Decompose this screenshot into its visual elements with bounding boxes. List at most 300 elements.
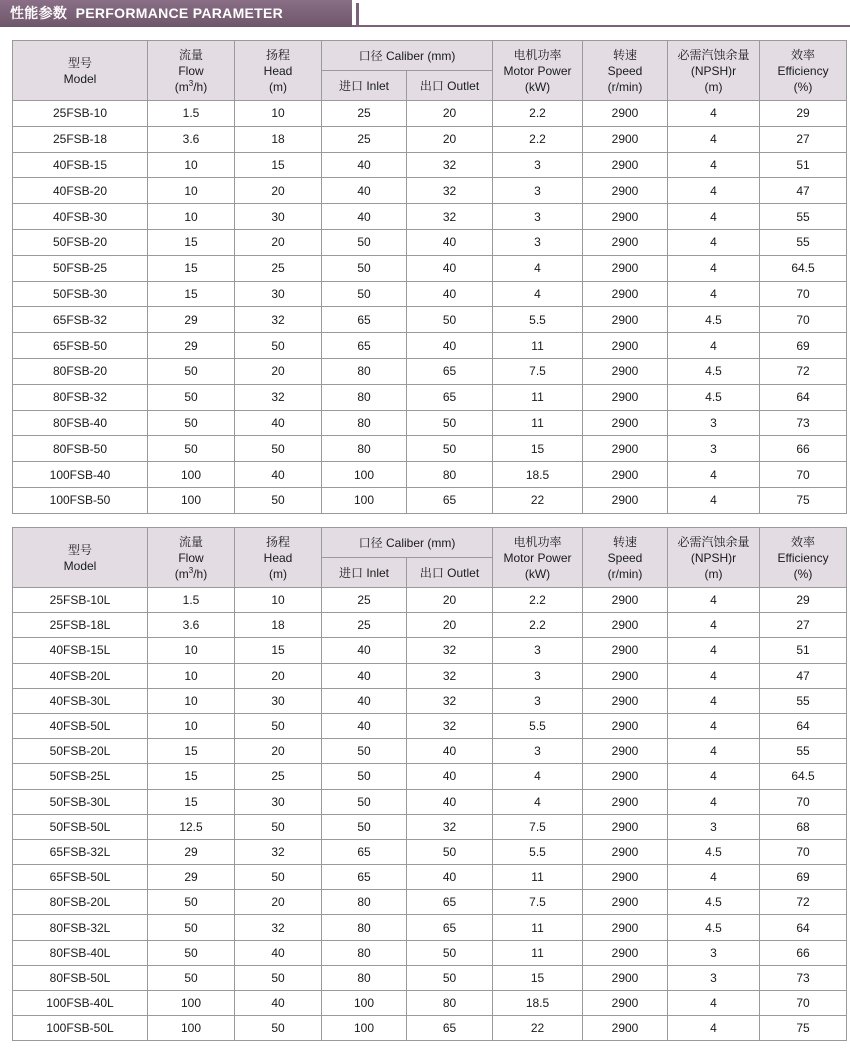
cell-inlet: 40 <box>322 713 407 738</box>
cell-model: 40FSB-20L <box>13 663 148 688</box>
cell-head: 50 <box>235 713 322 738</box>
cell-npsh: 4.5 <box>668 839 760 864</box>
cell-efficiency: 70 <box>760 281 847 307</box>
cell-speed: 2900 <box>583 307 668 333</box>
cell-head: 50 <box>235 865 322 890</box>
cell-head: 32 <box>235 384 322 410</box>
cell-outlet: 65 <box>407 915 493 940</box>
cell-flow: 10 <box>148 713 235 738</box>
cell-efficiency: 75 <box>760 487 847 513</box>
cell-motor-power: 3 <box>493 688 583 713</box>
cell-motor-power: 4 <box>493 764 583 789</box>
cell-inlet: 40 <box>322 152 407 178</box>
cell-inlet: 40 <box>322 638 407 663</box>
cell-inlet: 50 <box>322 789 407 814</box>
cell-flow: 50 <box>148 358 235 384</box>
cell-inlet: 25 <box>322 101 407 127</box>
cell-model: 65FSB-32 <box>13 307 148 333</box>
table-row <box>13 307 847 333</box>
cell-model: 25FSB-18L <box>13 613 148 638</box>
cell-model: 40FSB-15 <box>13 152 148 178</box>
cell-model: 100FSB-40L <box>13 991 148 1016</box>
cell-outlet: 40 <box>407 739 493 764</box>
cell-speed: 2900 <box>583 688 668 713</box>
cell-efficiency: 51 <box>760 152 847 178</box>
cell-flow: 10 <box>148 178 235 204</box>
cell-outlet: 32 <box>407 204 493 230</box>
cell-motor-power: 3 <box>493 663 583 688</box>
cell-efficiency: 47 <box>760 663 847 688</box>
cell-model: 50FSB-30L <box>13 789 148 814</box>
cell-head: 30 <box>235 281 322 307</box>
cell-model: 50FSB-20L <box>13 739 148 764</box>
cell-head: 50 <box>235 436 322 462</box>
cell-motor-power: 11 <box>493 915 583 940</box>
cell-outlet: 32 <box>407 663 493 688</box>
cell-flow: 29 <box>148 333 235 359</box>
cell-inlet: 25 <box>322 613 407 638</box>
cell-motor-power: 2.2 <box>493 588 583 613</box>
cell-inlet: 40 <box>322 204 407 230</box>
cell-efficiency: 66 <box>760 436 847 462</box>
cell-speed: 2900 <box>583 410 668 436</box>
header-inlet: 进口 Inlet <box>322 71 407 101</box>
cell-outlet: 40 <box>407 255 493 281</box>
table-row <box>13 915 847 940</box>
cell-outlet: 65 <box>407 487 493 513</box>
cell-motor-power: 22 <box>493 1016 583 1041</box>
cell-npsh: 4 <box>668 991 760 1016</box>
cell-head: 32 <box>235 839 322 864</box>
cell-npsh: 4 <box>668 487 760 513</box>
header-inlet: 进口 Inlet <box>322 558 407 588</box>
cell-flow: 50 <box>148 915 235 940</box>
cell-efficiency: 64.5 <box>760 764 847 789</box>
cell-model: 40FSB-50L <box>13 713 148 738</box>
cell-flow: 29 <box>148 307 235 333</box>
cell-head: 40 <box>235 991 322 1016</box>
table-row <box>13 229 847 255</box>
cell-speed: 2900 <box>583 764 668 789</box>
cell-speed: 2900 <box>583 255 668 281</box>
cell-speed: 2900 <box>583 462 668 488</box>
table-row <box>13 436 847 462</box>
cell-motor-power: 15 <box>493 436 583 462</box>
cell-efficiency: 55 <box>760 204 847 230</box>
cell-inlet: 50 <box>322 814 407 839</box>
cell-efficiency: 73 <box>760 965 847 990</box>
cell-npsh: 4 <box>668 713 760 738</box>
cell-model: 40FSB-30 <box>13 204 148 230</box>
cell-inlet: 40 <box>322 663 407 688</box>
cell-motor-power: 3 <box>493 739 583 764</box>
cell-npsh: 4 <box>668 178 760 204</box>
cell-head: 40 <box>235 940 322 965</box>
cell-motor-power: 15 <box>493 965 583 990</box>
cell-efficiency: 73 <box>760 410 847 436</box>
table-row <box>13 358 847 384</box>
table-row <box>13 940 847 965</box>
table-row <box>13 739 847 764</box>
cell-head: 10 <box>235 588 322 613</box>
cell-flow: 3.6 <box>148 613 235 638</box>
header-model: 型号 Model <box>13 41 148 101</box>
cell-efficiency: 70 <box>760 839 847 864</box>
cell-flow: 10 <box>148 152 235 178</box>
cell-npsh: 4 <box>668 739 760 764</box>
table-row <box>13 839 847 864</box>
cell-speed: 2900 <box>583 890 668 915</box>
cell-efficiency: 47 <box>760 178 847 204</box>
cell-motor-power: 3 <box>493 152 583 178</box>
cell-npsh: 4 <box>668 588 760 613</box>
cell-flow: 29 <box>148 839 235 864</box>
cell-flow: 15 <box>148 229 235 255</box>
cell-flow: 15 <box>148 789 235 814</box>
cell-npsh: 4.5 <box>668 915 760 940</box>
cell-motor-power: 18.5 <box>493 991 583 1016</box>
cell-npsh: 4.5 <box>668 358 760 384</box>
table-row <box>13 281 847 307</box>
section-title <box>0 0 352 27</box>
header-motor-power: 电机功率 Motor Power (kW) <box>493 528 583 588</box>
cell-inlet: 25 <box>322 588 407 613</box>
cell-npsh: 3 <box>668 814 760 839</box>
cell-efficiency: 70 <box>760 307 847 333</box>
cell-head: 40 <box>235 410 322 436</box>
cell-model: 40FSB-30L <box>13 688 148 713</box>
title-rule <box>352 0 850 27</box>
cell-efficiency: 68 <box>760 814 847 839</box>
cell-model: 50FSB-25 <box>13 255 148 281</box>
cell-npsh: 4 <box>668 462 760 488</box>
cell-inlet: 65 <box>322 333 407 359</box>
cell-inlet: 80 <box>322 358 407 384</box>
cell-efficiency: 55 <box>760 229 847 255</box>
cell-npsh: 4.5 <box>668 384 760 410</box>
cell-inlet: 50 <box>322 739 407 764</box>
cell-npsh: 4 <box>668 865 760 890</box>
cell-head: 18 <box>235 126 322 152</box>
cell-outlet: 65 <box>407 1016 493 1041</box>
cell-speed: 2900 <box>583 588 668 613</box>
cell-speed: 2900 <box>583 839 668 864</box>
cell-flow: 50 <box>148 940 235 965</box>
cell-speed: 2900 <box>583 638 668 663</box>
cell-npsh: 4 <box>668 126 760 152</box>
cell-speed: 2900 <box>583 940 668 965</box>
table-row <box>13 663 847 688</box>
cell-inlet: 40 <box>322 178 407 204</box>
cell-outlet: 40 <box>407 865 493 890</box>
cell-npsh: 4.5 <box>668 890 760 915</box>
cell-npsh: 4 <box>668 764 760 789</box>
cell-head: 32 <box>235 915 322 940</box>
cell-motor-power: 4 <box>493 255 583 281</box>
cell-outlet: 20 <box>407 126 493 152</box>
cell-efficiency: 70 <box>760 991 847 1016</box>
cell-flow: 100 <box>148 462 235 488</box>
header-caliber: 口径 Caliber (mm) <box>322 528 493 558</box>
cell-flow: 50 <box>148 384 235 410</box>
cell-speed: 2900 <box>583 663 668 688</box>
cell-efficiency: 64.5 <box>760 255 847 281</box>
cell-head: 18 <box>235 613 322 638</box>
cell-flow: 100 <box>148 1016 235 1041</box>
cell-speed: 2900 <box>583 178 668 204</box>
table-row <box>13 462 847 488</box>
cell-flow: 10 <box>148 688 235 713</box>
cell-motor-power: 7.5 <box>493 358 583 384</box>
cell-efficiency: 55 <box>760 739 847 764</box>
cell-efficiency: 51 <box>760 638 847 663</box>
cell-speed: 2900 <box>583 101 668 127</box>
cell-model: 25FSB-10 <box>13 101 148 127</box>
cell-head: 30 <box>235 789 322 814</box>
cell-flow: 29 <box>148 865 235 890</box>
header-head: 扬程 Head (m) <box>235 528 322 588</box>
cell-outlet: 32 <box>407 152 493 178</box>
cell-head: 20 <box>235 890 322 915</box>
cell-flow: 50 <box>148 890 235 915</box>
table-body-l-series <box>13 588 847 1041</box>
table-row <box>13 152 847 178</box>
cell-flow: 15 <box>148 739 235 764</box>
cell-speed: 2900 <box>583 487 668 513</box>
cell-head: 10 <box>235 101 322 127</box>
cell-model: 25FSB-10L <box>13 588 148 613</box>
cell-motor-power: 4 <box>493 281 583 307</box>
cell-npsh: 3 <box>668 436 760 462</box>
cell-speed: 2900 <box>583 965 668 990</box>
cell-outlet: 40 <box>407 333 493 359</box>
cell-outlet: 50 <box>407 410 493 436</box>
table-row <box>13 410 847 436</box>
cell-speed: 2900 <box>583 384 668 410</box>
cell-inlet: 80 <box>322 965 407 990</box>
cell-efficiency: 69 <box>760 333 847 359</box>
cell-speed: 2900 <box>583 152 668 178</box>
cell-inlet: 80 <box>322 410 407 436</box>
cell-inlet: 50 <box>322 281 407 307</box>
cell-head: 20 <box>235 358 322 384</box>
header-model: 型号 Model <box>13 528 148 588</box>
cell-model: 50FSB-25L <box>13 764 148 789</box>
table-row <box>13 384 847 410</box>
cell-speed: 2900 <box>583 1016 668 1041</box>
cell-npsh: 4 <box>668 255 760 281</box>
cell-speed: 2900 <box>583 991 668 1016</box>
table-row <box>13 688 847 713</box>
table-row <box>13 814 847 839</box>
cell-flow: 1.5 <box>148 101 235 127</box>
cell-motor-power: 3 <box>493 178 583 204</box>
cell-head: 25 <box>235 764 322 789</box>
cell-speed: 2900 <box>583 333 668 359</box>
table-row <box>13 613 847 638</box>
cell-outlet: 32 <box>407 713 493 738</box>
cell-model: 80FSB-40L <box>13 940 148 965</box>
cell-inlet: 100 <box>322 462 407 488</box>
table-row <box>13 101 847 127</box>
cell-efficiency: 55 <box>760 688 847 713</box>
table-row <box>13 991 847 1016</box>
cell-head: 20 <box>235 178 322 204</box>
cell-speed: 2900 <box>583 713 668 738</box>
section-title-cn: 性能参数 <box>10 5 68 21</box>
cell-motor-power: 2.2 <box>493 126 583 152</box>
cell-model: 50FSB-20 <box>13 229 148 255</box>
cell-motor-power: 18.5 <box>493 462 583 488</box>
header-efficiency: 效率 Efficiency (%) <box>760 41 847 101</box>
cell-head: 50 <box>235 1016 322 1041</box>
cell-npsh: 3 <box>668 940 760 965</box>
section-title-en: PERFORMANCE PARAMETER <box>75 5 284 21</box>
table-row <box>13 865 847 890</box>
cell-motor-power: 2.2 <box>493 613 583 638</box>
cell-model: 50FSB-30 <box>13 281 148 307</box>
cell-inlet: 50 <box>322 764 407 789</box>
header-npsh: 必需汽蚀余量 (NPSH)r (m) <box>668 41 760 101</box>
table-body-standard <box>13 101 847 514</box>
cell-outlet: 65 <box>407 358 493 384</box>
cell-outlet: 40 <box>407 764 493 789</box>
cell-npsh: 4 <box>668 613 760 638</box>
table-row <box>13 713 847 738</box>
cell-head: 30 <box>235 204 322 230</box>
cell-head: 50 <box>235 814 322 839</box>
cell-speed: 2900 <box>583 789 668 814</box>
table-row <box>13 178 847 204</box>
cell-flow: 100 <box>148 487 235 513</box>
cell-head: 15 <box>235 152 322 178</box>
cell-npsh: 4 <box>668 333 760 359</box>
cell-speed: 2900 <box>583 915 668 940</box>
cell-efficiency: 72 <box>760 358 847 384</box>
cell-head: 50 <box>235 487 322 513</box>
cell-speed: 2900 <box>583 739 668 764</box>
cell-head: 25 <box>235 255 322 281</box>
header-efficiency: 效率 Efficiency (%) <box>760 528 847 588</box>
cell-model: 80FSB-32L <box>13 915 148 940</box>
cell-motor-power: 11 <box>493 384 583 410</box>
cell-efficiency: 75 <box>760 1016 847 1041</box>
table-row <box>13 255 847 281</box>
header-outlet: 出口 Outlet <box>407 71 493 101</box>
cell-motor-power: 3 <box>493 638 583 663</box>
cell-inlet: 80 <box>322 940 407 965</box>
cell-motor-power: 22 <box>493 487 583 513</box>
cell-npsh: 4 <box>668 229 760 255</box>
cell-outlet: 50 <box>407 839 493 864</box>
cell-efficiency: 29 <box>760 588 847 613</box>
table-row <box>13 638 847 663</box>
table-row <box>13 965 847 990</box>
cell-npsh: 4 <box>668 204 760 230</box>
cell-npsh: 3 <box>668 965 760 990</box>
cell-npsh: 4 <box>668 789 760 814</box>
cell-model: 100FSB-50 <box>13 487 148 513</box>
cell-motor-power: 7.5 <box>493 890 583 915</box>
cell-efficiency: 64 <box>760 384 847 410</box>
cell-head: 15 <box>235 638 322 663</box>
cell-efficiency: 70 <box>760 462 847 488</box>
cell-outlet: 50 <box>407 940 493 965</box>
cell-efficiency: 27 <box>760 126 847 152</box>
cell-head: 50 <box>235 965 322 990</box>
cell-npsh: 4 <box>668 688 760 713</box>
cell-model: 40FSB-20 <box>13 178 148 204</box>
cell-outlet: 65 <box>407 890 493 915</box>
cell-motor-power: 5.5 <box>493 713 583 738</box>
table-row <box>13 764 847 789</box>
cell-inlet: 50 <box>322 229 407 255</box>
cell-flow: 10 <box>148 638 235 663</box>
cell-inlet: 50 <box>322 255 407 281</box>
cell-head: 30 <box>235 688 322 713</box>
table-row <box>13 333 847 359</box>
header-motor-power: 电机功率 Motor Power (kW) <box>493 41 583 101</box>
cell-flow: 12.5 <box>148 814 235 839</box>
cell-efficiency: 69 <box>760 865 847 890</box>
cell-head: 20 <box>235 663 322 688</box>
cell-speed: 2900 <box>583 204 668 230</box>
cell-flow: 15 <box>148 281 235 307</box>
cell-npsh: 4 <box>668 1016 760 1041</box>
table-row <box>13 588 847 613</box>
cell-outlet: 50 <box>407 436 493 462</box>
cell-motor-power: 11 <box>493 333 583 359</box>
header-speed: 转速 Speed (r/min) <box>583 528 668 588</box>
cell-outlet: 40 <box>407 229 493 255</box>
performance-table-l-series <box>12 527 847 1041</box>
cell-motor-power: 11 <box>493 865 583 890</box>
cell-npsh: 4 <box>668 281 760 307</box>
cell-outlet: 80 <box>407 991 493 1016</box>
table-row <box>13 126 847 152</box>
cell-inlet: 80 <box>322 436 407 462</box>
cell-outlet: 32 <box>407 638 493 663</box>
cell-model: 100FSB-50L <box>13 1016 148 1041</box>
cell-model: 100FSB-40 <box>13 462 148 488</box>
cell-flow: 3.6 <box>148 126 235 152</box>
cell-flow: 10 <box>148 204 235 230</box>
header-npsh: 必需汽蚀余量 (NPSH)r (m) <box>668 528 760 588</box>
cell-outlet: 40 <box>407 281 493 307</box>
cell-flow: 100 <box>148 991 235 1016</box>
cell-outlet: 20 <box>407 101 493 127</box>
cell-motor-power: 4 <box>493 789 583 814</box>
cell-flow: 15 <box>148 255 235 281</box>
cell-efficiency: 29 <box>760 101 847 127</box>
cell-outlet: 50 <box>407 965 493 990</box>
cell-model: 50FSB-50L <box>13 814 148 839</box>
cell-motor-power: 3 <box>493 229 583 255</box>
cell-outlet: 32 <box>407 178 493 204</box>
cell-flow: 15 <box>148 764 235 789</box>
cell-head: 20 <box>235 229 322 255</box>
cell-head: 40 <box>235 462 322 488</box>
cell-inlet: 40 <box>322 688 407 713</box>
cell-model: 65FSB-32L <box>13 839 148 864</box>
cell-outlet: 20 <box>407 613 493 638</box>
cell-efficiency: 66 <box>760 940 847 965</box>
performance-table-standard <box>12 40 847 514</box>
cell-motor-power: 5.5 <box>493 839 583 864</box>
cell-efficiency: 70 <box>760 789 847 814</box>
cell-flow: 10 <box>148 663 235 688</box>
cell-outlet: 50 <box>407 307 493 333</box>
